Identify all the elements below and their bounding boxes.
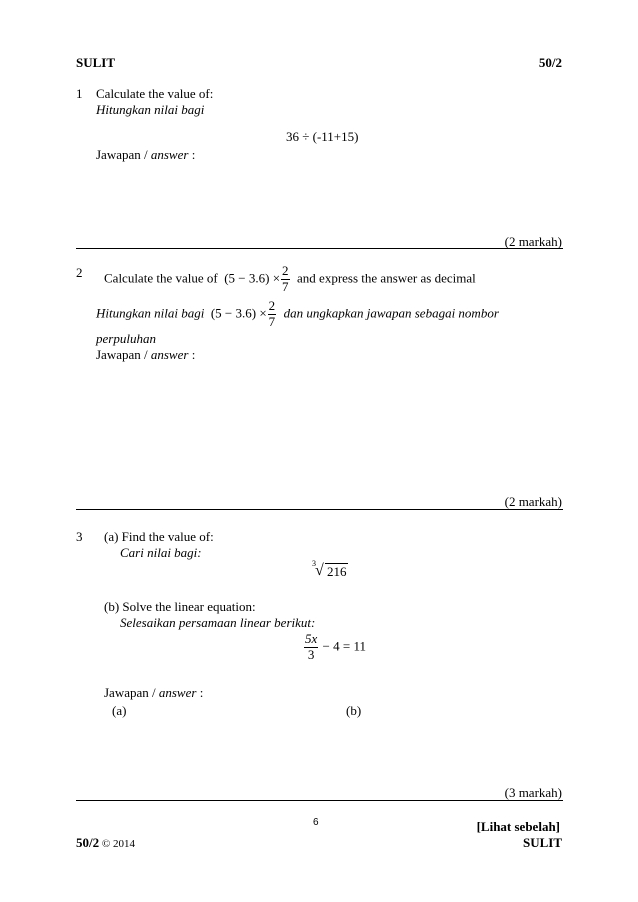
q1-answer-label: Jawapan / answer :: [96, 147, 196, 162]
q3a-english: (a) Find the value of:: [104, 529, 214, 544]
q2-malay: Hitungkan nilai bagi (5 − 3.6) × $\frac{2}{7}$ dan ungkapkan jawapan sebagai nombor: [96, 298, 499, 329]
q3b-equation: $\frac{5x}{3}$ − 4 = 11: [305, 631, 366, 662]
header-right: 50/2: [538, 55, 562, 70]
q2-divider: [76, 509, 563, 510]
q2-fraction-ms: $\frac{2}{7}$: [268, 298, 276, 329]
q3a-cube-root: 3 √ 216: [312, 559, 347, 579]
q3-answer-label: Jawapan / answer :: [104, 685, 204, 700]
q1-number: 1: [76, 86, 83, 101]
q1-marks: (2 markah): [504, 234, 562, 249]
q3-divider: [76, 800, 563, 801]
q3a-malay: Cari nilai bagi:: [120, 545, 202, 560]
q1-malay: Hitungkan nilai bagi: [96, 102, 205, 117]
page-number: 6: [313, 817, 319, 828]
turn-over-note: [Lihat sebelah]: [476, 819, 560, 834]
q3-number: 3: [76, 529, 83, 544]
q1-expression: 36 ÷ (-11+15): [286, 129, 359, 144]
q3b-malay: Selesaikan persamaan linear berikut:: [120, 615, 316, 630]
q1-divider: [76, 248, 563, 249]
q3b-fraction: $\frac{5x}{3}$: [305, 631, 318, 662]
q2-marks: (2 markah): [504, 494, 562, 509]
q2-fraction: $\frac{2}{7}$: [282, 263, 289, 294]
q2-malay-line2: perpuluhan: [96, 331, 156, 346]
header-left: SULIT: [76, 55, 116, 70]
q3-answer-b: (b): [346, 703, 362, 718]
q3-marks: (3 markah): [504, 785, 562, 800]
q3b-english: (b) Solve the linear equation:: [104, 599, 256, 614]
footer-code: 50/2 © 2014: [76, 835, 135, 850]
q3-answer-a: (a): [112, 703, 127, 718]
q2-english: Calculate the value of (5 − 3.6) × $\frac{2}{7}$ and express the answer as decimal: [104, 263, 476, 294]
q2-number: 2: [76, 265, 83, 280]
q1-english: Calculate the value of:: [96, 86, 214, 101]
q2-answer-label: Jawapan / answer :: [96, 347, 196, 362]
footer-right: SULIT: [522, 835, 562, 850]
